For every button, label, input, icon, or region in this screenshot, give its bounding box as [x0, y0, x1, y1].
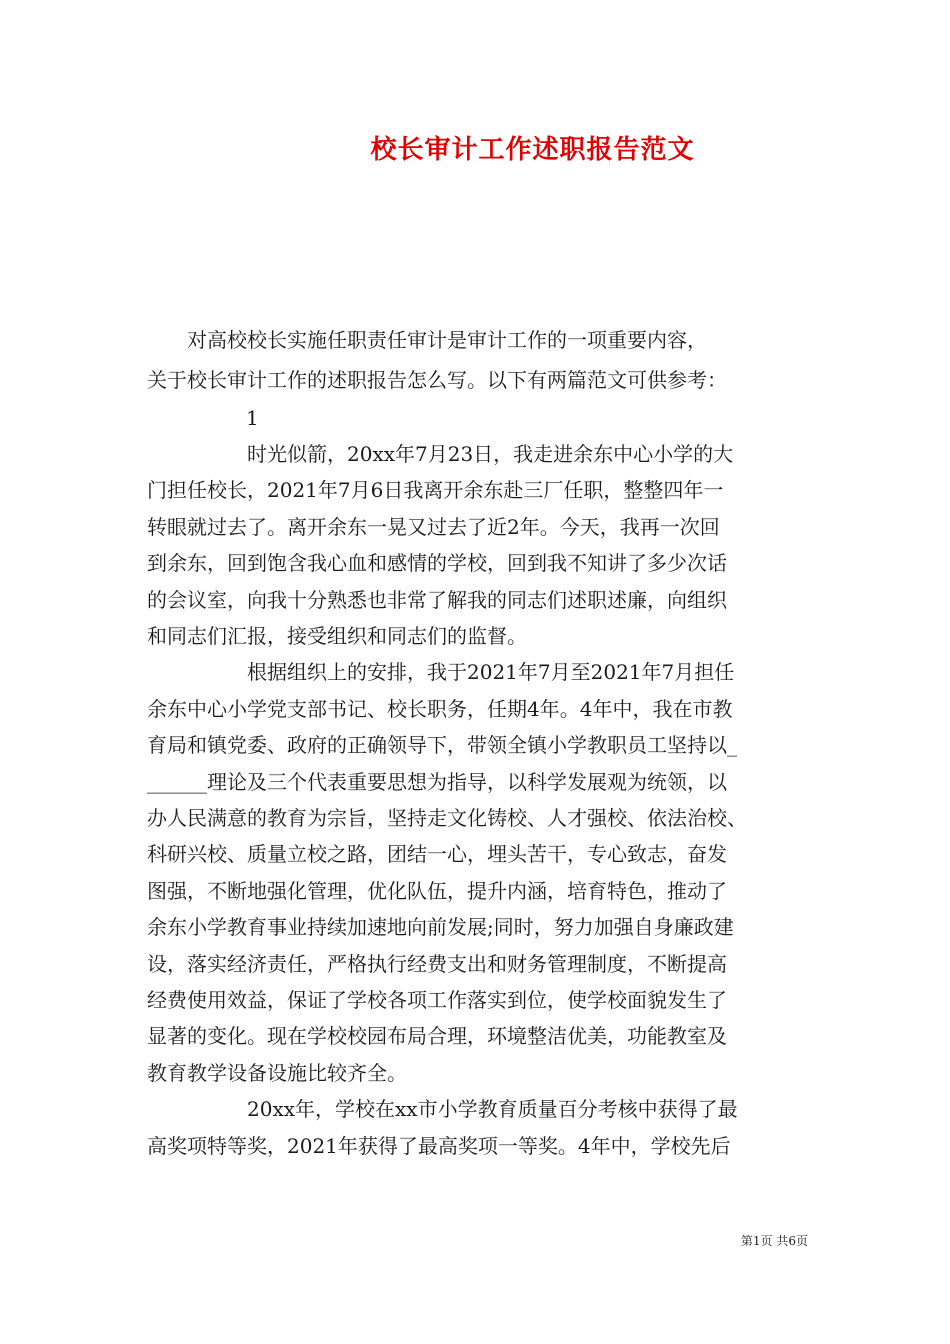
- text-line: 显著的变化。现在学校校园布局合理，环境整洁优美，功能教室及: [147, 1024, 727, 1048]
- text-line: ______理论及三个代表重要思想为指导，以科学发展观为统领，以: [147, 770, 727, 794]
- text-line: 的会议室，向我十分熟悉也非常了解我的同志们述职述廉，向组织: [147, 588, 727, 612]
- text-line: 时光似箭，20xx年7月23日，我走进余东中心小学的大: [247, 442, 734, 466]
- text-line: 到余东，回到饱含我心血和感情的学校，回到我不知讲了多少次话: [147, 551, 727, 575]
- text-line: 办人民满意的教育为宗旨，坚持走文化铸校、人才强校、依法治校、: [147, 806, 747, 830]
- text-line: 图强，不断地强化管理，优化队伍，提升内涵，培育特色，推动了: [147, 879, 727, 903]
- text-line: 根据组织上的安排，我于2021年7月至2021年7月担任: [247, 660, 735, 684]
- page-number: 第1页 共6页: [740, 1234, 808, 1248]
- text-line: 余东小学教育事业持续加速地向前发展;同时，努力加强自身廉政建: [147, 915, 734, 939]
- text-line: 经费使用效益，保证了学校各项工作落实到位，使学校面貌发生了: [147, 988, 727, 1012]
- text-line: 和同志们汇报，接受组织和同志们的监督。: [147, 624, 527, 648]
- text-line: 门担任校长，2021年7月6日我离开余东赴三厂任职，整整四年一: [147, 478, 724, 502]
- text-line: 1: [246, 406, 259, 430]
- text-line: 对高校校长实施任职责任审计是审计工作的一项重要内容，: [147, 328, 707, 352]
- text-line: 育局和镇党委、政府的正确领导下，带领全镇小学教职员工坚持以_: [147, 733, 737, 757]
- text-line: 余东中心小学党支部书记、校长职务，任期4年。4年中，我在市教: [147, 697, 733, 721]
- text-line: 20xx年，学校在xx市小学教育质量百分考核中获得了最: [247, 1097, 738, 1121]
- text-line: 转眼就过去了。离开余东一晃又过去了近2年。今天，我再一次回: [147, 515, 720, 539]
- text-line: 教育教学设备设施比较齐全。: [147, 1061, 407, 1085]
- text-line: 设，落实经济责任，严格执行经费支出和财务管理制度，不断提高: [147, 952, 727, 976]
- text-line: 科研兴校、质量立校之路，团结一心，埋头苦干，专心致志，奋发: [147, 842, 727, 866]
- document-title: 校长审计工作述职报告范文: [370, 135, 695, 165]
- text-line: 关于校长审计工作的述职报告怎么写。以下有两篇范文可供参考：: [147, 368, 727, 392]
- text-line: 高奖项特等奖，2021年获得了最高奖项一等奖。4年中，学校先后: [147, 1134, 731, 1158]
